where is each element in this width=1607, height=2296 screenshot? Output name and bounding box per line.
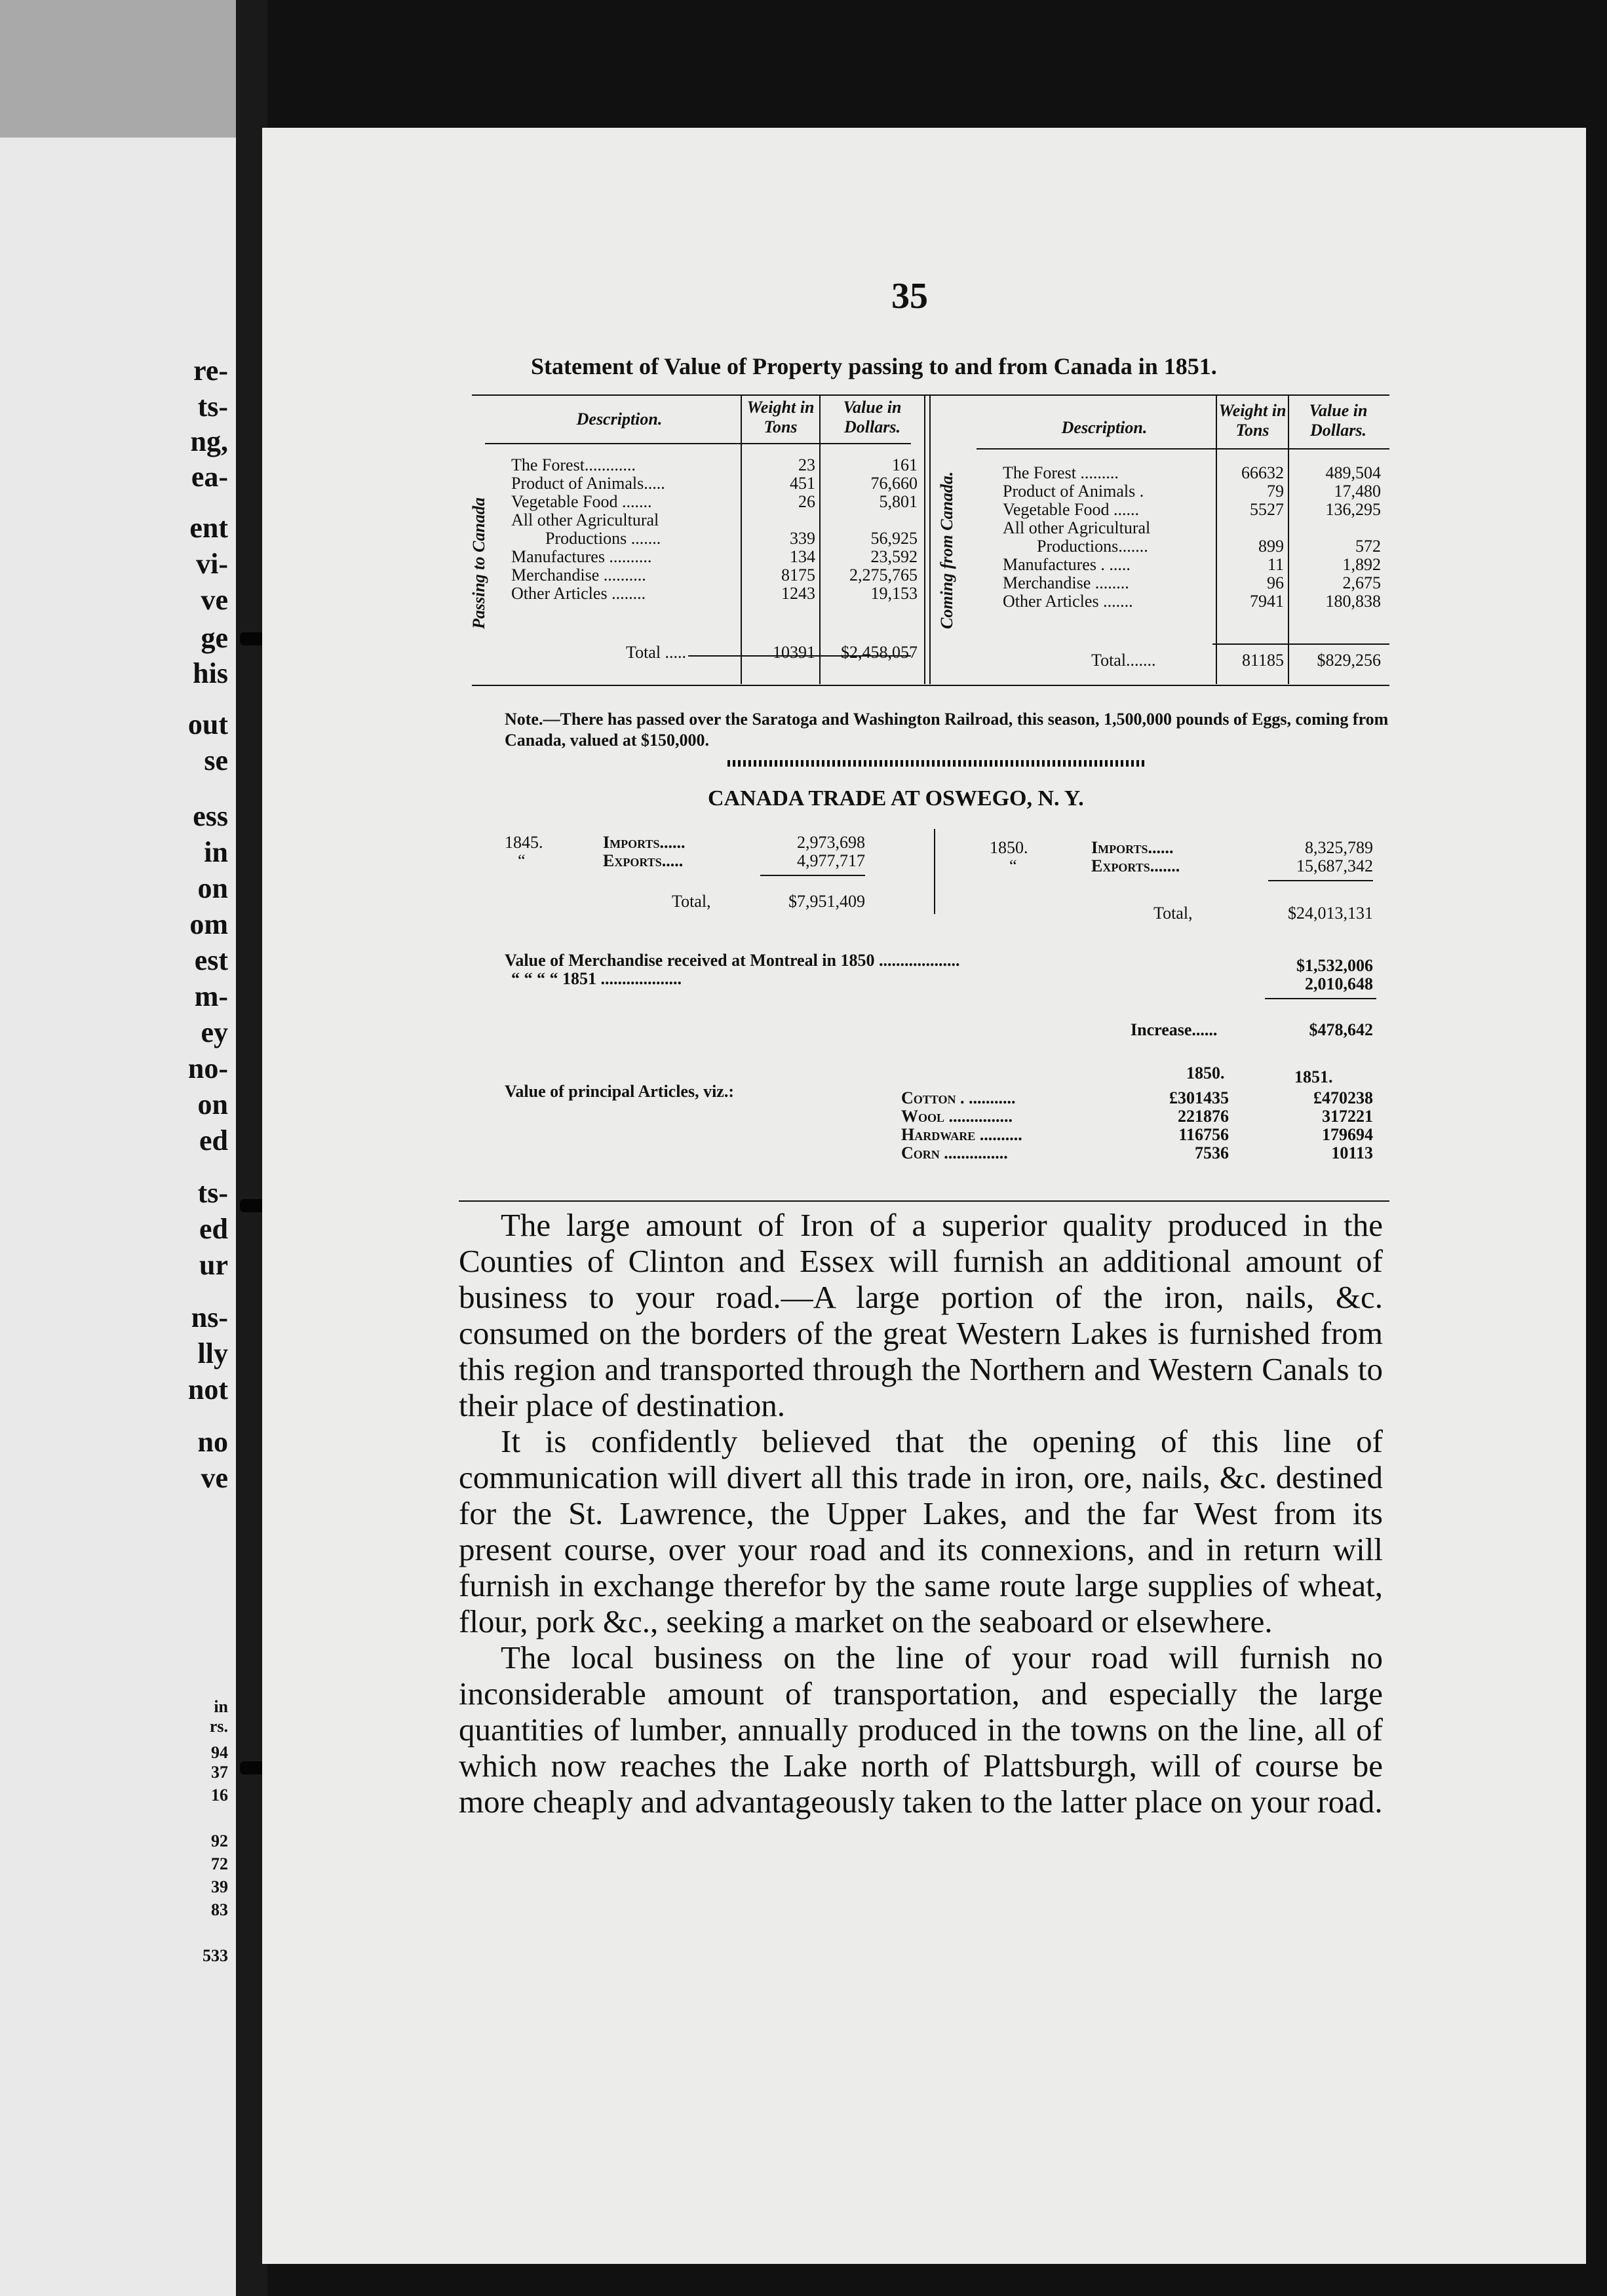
passing-row-weight: 23 bbox=[798, 455, 815, 474]
passing-row-desc: Other Articles ........ bbox=[511, 584, 646, 603]
coming-description-header: Description. bbox=[1061, 418, 1148, 437]
paragraph: It is confidently believed that the opening of this line of communication will divert all this trade in iron, ore, nails, &c. destined for the St. Lawrence, the Upper Lakes, and the far West from its present course, over your road and its connexions, and in return will furnish in exchange therefor by the same route large supplies of wheat, flour, pork &c., seeking a market on the seaboard or elsewhere. bbox=[459, 1423, 1383, 1639]
passing-row-value: 76,660 bbox=[870, 474, 918, 493]
coming-row-weight: 899 bbox=[1258, 537, 1284, 556]
previous-page-fragment: ve bbox=[201, 1462, 228, 1494]
coming-row-value: 572 bbox=[1355, 537, 1381, 556]
passing-row-weight: 451 bbox=[790, 474, 815, 493]
previous-page-fragment: est bbox=[194, 944, 228, 976]
previous-page-fragment: ts- bbox=[197, 391, 228, 423]
passing-row-desc: Vegetable Food ....... bbox=[511, 492, 652, 511]
passing-row-value: 56,925 bbox=[870, 529, 918, 548]
previous-page-fragment: ur bbox=[199, 1249, 228, 1281]
ditto-mark: “ bbox=[518, 851, 526, 870]
previous-page-fragment: 83 bbox=[211, 1900, 228, 1919]
coming-row-value: 489,504 bbox=[1325, 463, 1381, 482]
previous-page-fragment: not bbox=[187, 1373, 228, 1406]
article-name: Corn ............... bbox=[901, 1143, 1008, 1162]
ditto-mark: “ bbox=[1009, 856, 1017, 875]
coming-row-desc: Productions....... bbox=[1037, 537, 1148, 556]
body-text bbox=[459, 1207, 1383, 1820]
passing-total-weight: 10391 bbox=[773, 643, 815, 662]
article-v1850: 116756 bbox=[1178, 1125, 1229, 1144]
exports-label-1845: Exports..... bbox=[603, 851, 684, 870]
coming-row-desc: Product of Animals . bbox=[1003, 482, 1144, 501]
previous-page-fragment: his bbox=[193, 657, 228, 689]
increase-label: Increase...... bbox=[1131, 1020, 1218, 1039]
coming-row-value: 17,480 bbox=[1334, 482, 1381, 501]
article-v1851: £470238 bbox=[1313, 1088, 1373, 1107]
previous-page-fragment: ge bbox=[201, 622, 228, 654]
coming-row-desc: All other Agricultural bbox=[1003, 518, 1151, 537]
previous-page-fragment: ey bbox=[201, 1016, 228, 1048]
article-v1851: 317221 bbox=[1322, 1107, 1373, 1126]
passing-row-weight: 134 bbox=[790, 547, 815, 566]
passing-row-desc: The Forest............ bbox=[511, 455, 636, 474]
year-1850: 1850. bbox=[990, 838, 1028, 857]
exports-label-1850: Exports....... bbox=[1091, 856, 1180, 875]
montreal-1850: $1,532,006 bbox=[1296, 956, 1373, 975]
coming-row-desc: Manufactures . ..... bbox=[1003, 555, 1131, 574]
previous-page-fragment: no- bbox=[187, 1052, 228, 1084]
coming-row-weight: 96 bbox=[1267, 573, 1284, 592]
decorative-rule bbox=[727, 760, 1147, 767]
previous-page-fragment: rs. bbox=[209, 1717, 228, 1736]
previous-page-fragment: ns- bbox=[191, 1301, 228, 1333]
previous-page-fragment: m- bbox=[194, 980, 228, 1012]
passing-row-desc: Productions ....... bbox=[545, 529, 661, 548]
previous-page-fragment: ed bbox=[199, 1124, 228, 1157]
previous-page-fragment: 533 bbox=[203, 1946, 228, 1965]
imports-1845: 2,973,698 bbox=[797, 833, 865, 852]
passing-row-desc: Merchandise .......... bbox=[511, 565, 646, 584]
passing-row-desc: All other Agricultural bbox=[511, 510, 659, 529]
article-name: Wool ............... bbox=[901, 1107, 1013, 1126]
coming-row-desc: Other Articles ....... bbox=[1003, 592, 1133, 611]
imports-label-1845: Imports...... bbox=[603, 833, 686, 852]
table-note: Note.—There has passed over the Saratoga and Washington Railroad, this season, 1,500,000 pounds of Eggs, coming from Canada, valued at $150,000. bbox=[505, 710, 1389, 750]
previous-page-fragment: ent bbox=[189, 512, 228, 544]
coming-row-weight: 79 bbox=[1267, 482, 1284, 501]
paragraph: The large amount of Iron of a superior quality produced in the Counties of Clinton and Essex will furnish an additional amount of business to your road.—A large portion of the iron, nails, &c. consumed on the borders of the great Western Lakes is furnished from this region and transported through the Northern and Western Canals to their place of destination. bbox=[459, 1207, 1383, 1423]
previous-page-fragment: om bbox=[189, 908, 228, 940]
coming-row-weight: 66632 bbox=[1241, 463, 1284, 482]
previous-page-fragment: lly bbox=[197, 1337, 228, 1369]
page-number: 35 bbox=[891, 276, 928, 316]
passing-row-value: 19,153 bbox=[870, 584, 918, 603]
previous-page-edge bbox=[0, 0, 236, 2296]
coming-total-weight: 81185 bbox=[1241, 651, 1284, 670]
articles-label: Value of principal Articles, viz.: bbox=[505, 1082, 735, 1101]
article-v1850: £301435 bbox=[1169, 1088, 1229, 1107]
montreal-label: Value of Merchandise received at Montreal in 1850 ................... bbox=[505, 951, 960, 970]
passing-side-label: Passing to Canada bbox=[469, 497, 488, 629]
article-name: Cotton . ........... bbox=[901, 1088, 1016, 1107]
article-v1851: 179694 bbox=[1322, 1125, 1373, 1144]
previous-page-fragment: vi- bbox=[196, 548, 228, 580]
previous-page-fragment: 39 bbox=[211, 1877, 228, 1896]
total-1845: $7,951,409 bbox=[788, 892, 865, 911]
article-v1851: 10113 bbox=[1331, 1143, 1373, 1162]
previous-page-fragment: ts- bbox=[197, 1177, 228, 1209]
montreal-1851: 2,010,648 bbox=[1305, 974, 1373, 993]
passing-row-value: 5,801 bbox=[879, 492, 918, 511]
coming-row-value: 2,675 bbox=[1342, 573, 1381, 592]
passing-total-value: $2,458,057 bbox=[841, 643, 918, 662]
passing-total-label: Total ..... bbox=[626, 643, 687, 662]
montreal-ditto-line: “ “ “ “ 1851 ................... bbox=[511, 969, 682, 988]
increase-value: $478,642 bbox=[1309, 1020, 1373, 1039]
articles-col-1850: 1850. bbox=[1186, 1063, 1225, 1082]
previous-page-fragment: no bbox=[197, 1426, 228, 1458]
coming-row-desc: The Forest ......... bbox=[1003, 463, 1119, 482]
previous-page-fragment: on bbox=[197, 872, 228, 904]
article-v1850: 221876 bbox=[1178, 1107, 1229, 1126]
total-label-1845: Total, bbox=[672, 892, 711, 911]
coming-value-header: Value in Dollars. bbox=[1309, 401, 1368, 440]
coming-row-value: 136,295 bbox=[1325, 500, 1381, 519]
passing-row-weight: 339 bbox=[790, 529, 815, 548]
exports-1850: 15,687,342 bbox=[1296, 856, 1373, 875]
previous-page-fragment: 72 bbox=[211, 1854, 228, 1873]
imports-1850: 8,325,789 bbox=[1305, 838, 1373, 857]
article-name: Hardware .......... bbox=[901, 1125, 1022, 1144]
previous-page-fragment: ng, bbox=[190, 425, 228, 457]
previous-page-fragment: re- bbox=[193, 354, 228, 387]
year-1845: 1845. bbox=[505, 833, 543, 852]
passing-description-header: Description. bbox=[576, 410, 663, 429]
oswego-title: CANADA TRADE AT OSWEGO, N. Y. bbox=[708, 786, 1084, 811]
coming-row-desc: Merchandise ........ bbox=[1003, 573, 1129, 592]
imports-label-1850: Imports...... bbox=[1091, 838, 1174, 857]
previous-page-fragment: in bbox=[214, 1697, 228, 1716]
passing-row-desc: Manufactures .......... bbox=[511, 547, 652, 566]
total-label-1850: Total, bbox=[1153, 904, 1193, 923]
passing-row-weight: 26 bbox=[798, 492, 815, 511]
table-title: Statement of Value of Property passing to and from Canada in 1851. bbox=[531, 353, 1217, 379]
coming-row-desc: Vegetable Food ...... bbox=[1003, 500, 1139, 519]
passing-row-value: 2,275,765 bbox=[849, 565, 918, 584]
passing-value-header: Value in Dollars. bbox=[843, 398, 902, 436]
article-v1850: 7536 bbox=[1195, 1143, 1229, 1162]
page-shadow bbox=[0, 0, 236, 138]
coming-row-weight: 11 bbox=[1267, 555, 1284, 574]
coming-side-label: Coming from Canada. bbox=[937, 471, 956, 629]
passing-row-desc: Product of Animals..... bbox=[511, 474, 665, 493]
articles-col-1851: 1851. bbox=[1294, 1067, 1333, 1086]
passing-row-value: 161 bbox=[892, 455, 918, 474]
previous-page-fragment: 92 bbox=[211, 1831, 228, 1850]
coming-row-value: 1,892 bbox=[1342, 555, 1381, 574]
previous-page-fragment: se bbox=[204, 744, 228, 776]
coming-row-value: 180,838 bbox=[1325, 592, 1381, 611]
coming-weight-header: Weight in Tons bbox=[1218, 401, 1287, 440]
coming-total-value: $829,256 bbox=[1317, 651, 1381, 670]
passing-weight-header: Weight in Tons bbox=[746, 398, 815, 436]
previous-page-fragment: 94 bbox=[211, 1743, 228, 1762]
coming-row-weight: 5527 bbox=[1250, 500, 1284, 519]
passing-row-value: 23,592 bbox=[870, 547, 918, 566]
previous-page-fragment: on bbox=[197, 1088, 228, 1120]
paragraph: The local business on the line of your road will furnish no inconsiderable amount of transportation, and especially the large quantities of lumber, annually produced in the towns on the line, all of which now reaches the Lake north of Plattsburgh, will of course be more cheaply and advantageously taken to the latter place on your road. bbox=[459, 1639, 1383, 1820]
previous-page-fragment: 16 bbox=[211, 1786, 228, 1805]
coming-row-weight: 7941 bbox=[1250, 592, 1284, 611]
previous-page-fragment: ess bbox=[193, 800, 228, 832]
previous-page-fragment: ve bbox=[201, 584, 228, 616]
previous-page-fragment: 37 bbox=[211, 1763, 228, 1782]
coming-total-label: Total....... bbox=[1091, 651, 1156, 670]
passing-row-weight: 8175 bbox=[781, 565, 815, 584]
previous-page-fragment: in bbox=[204, 836, 228, 868]
previous-page-fragment: ed bbox=[199, 1213, 228, 1245]
exports-1845: 4,977,717 bbox=[797, 851, 865, 870]
previous-page-fragment: ea- bbox=[191, 461, 228, 493]
total-1850: $24,013,131 bbox=[1288, 904, 1373, 923]
passing-row-weight: 1243 bbox=[781, 584, 815, 603]
previous-page-fragment: out bbox=[187, 708, 228, 740]
